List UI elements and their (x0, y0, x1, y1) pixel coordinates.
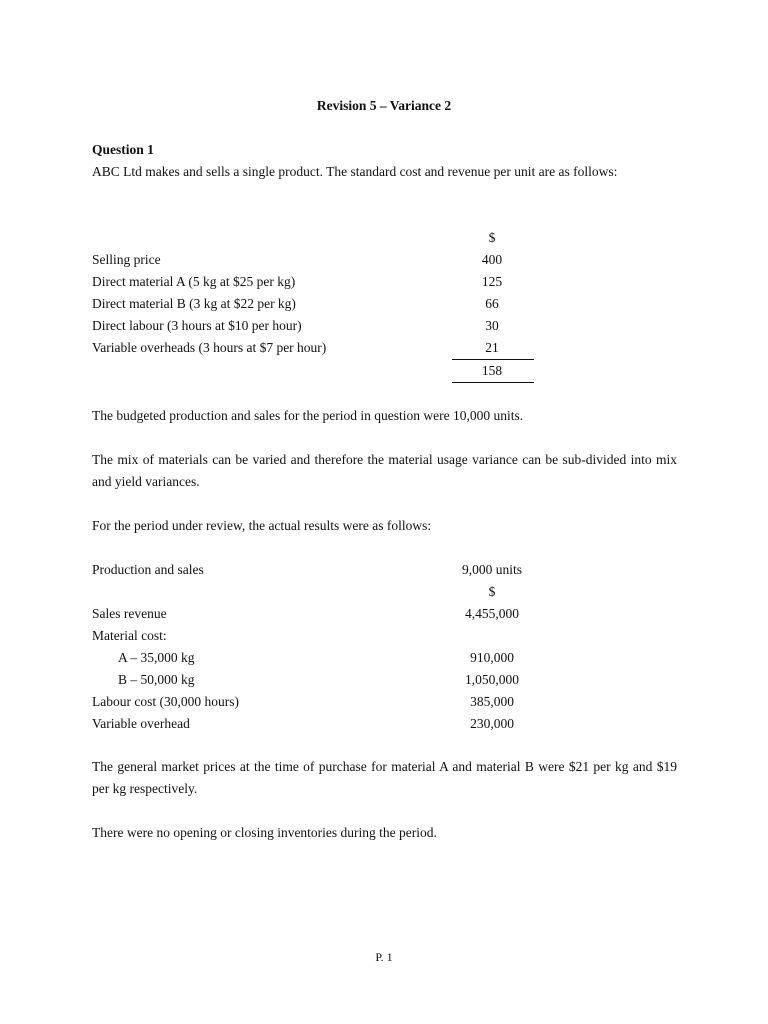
labour-cost-label: Labour cost (30,000 hours) (92, 694, 239, 709)
overhead-label: Variable overhead (92, 716, 190, 731)
page-number: P. 1 (375, 950, 393, 964)
budget-paragraph: The budgeted production and sales for the period in question were 10,000 units. (92, 408, 524, 423)
intro-paragraph: ABC Ltd makes and sells a single product. The standard cost and revenue per unit are as follows: (92, 164, 618, 179)
sales-label: Sales revenue (92, 606, 167, 621)
sales-value: 4,455,000 (465, 606, 519, 621)
table-row-value: 66 (485, 296, 499, 311)
material-b-label: B – 50,000 kg (118, 672, 195, 687)
material-a-label: A – 35,000 kg (118, 650, 195, 665)
market-price-paragraph: The general market prices at the time of purchase for material A and material B were $21 per kg and $19 per kg respectively. (92, 759, 677, 796)
table-row-label: Variable overheads (3 hours at $7 per hour) (92, 340, 327, 355)
standard-currency-header: $ (488, 230, 496, 245)
table-row-value: 30 (485, 318, 499, 333)
actual-intro-paragraph: For the period under review, the actual results were as follows: (92, 518, 432, 533)
mix-paragraph: The mix of materials can be varied and therefore the material usage variance can be sub-divided into mix and yield variances. (92, 452, 677, 489)
question-heading: Question 1 (92, 142, 154, 157)
production-value: 9,000 units (461, 562, 522, 577)
table-row-value: 400 (481, 252, 503, 267)
material-b-value: 1,050,000 (465, 672, 519, 687)
material-cost-label: Material cost: (92, 628, 167, 643)
actual-currency-header: $ (488, 584, 496, 599)
material-a-value: 910,000 (470, 650, 514, 665)
total-rule (452, 382, 534, 383)
overhead-value: 230,000 (470, 716, 514, 731)
table-row-label: Selling price (92, 252, 161, 267)
table-row-value: 21 (485, 340, 499, 355)
production-label: Production and sales (92, 562, 204, 577)
page-title: Revision 5 – Variance 2 (316, 98, 452, 113)
table-row-label: Direct material A (5 kg at $25 per kg) (92, 274, 296, 289)
standard-total-value: 158 (481, 363, 503, 378)
inventory-paragraph: There were no opening or closing inventories during the period. (92, 825, 437, 840)
table-row-value: 125 (481, 274, 503, 289)
table-row-label: Direct material B (3 kg at $22 per kg) (92, 296, 296, 311)
labour-cost-value: 385,000 (470, 694, 514, 709)
table-row-label: Direct labour (3 hours at $10 per hour) (92, 318, 302, 333)
